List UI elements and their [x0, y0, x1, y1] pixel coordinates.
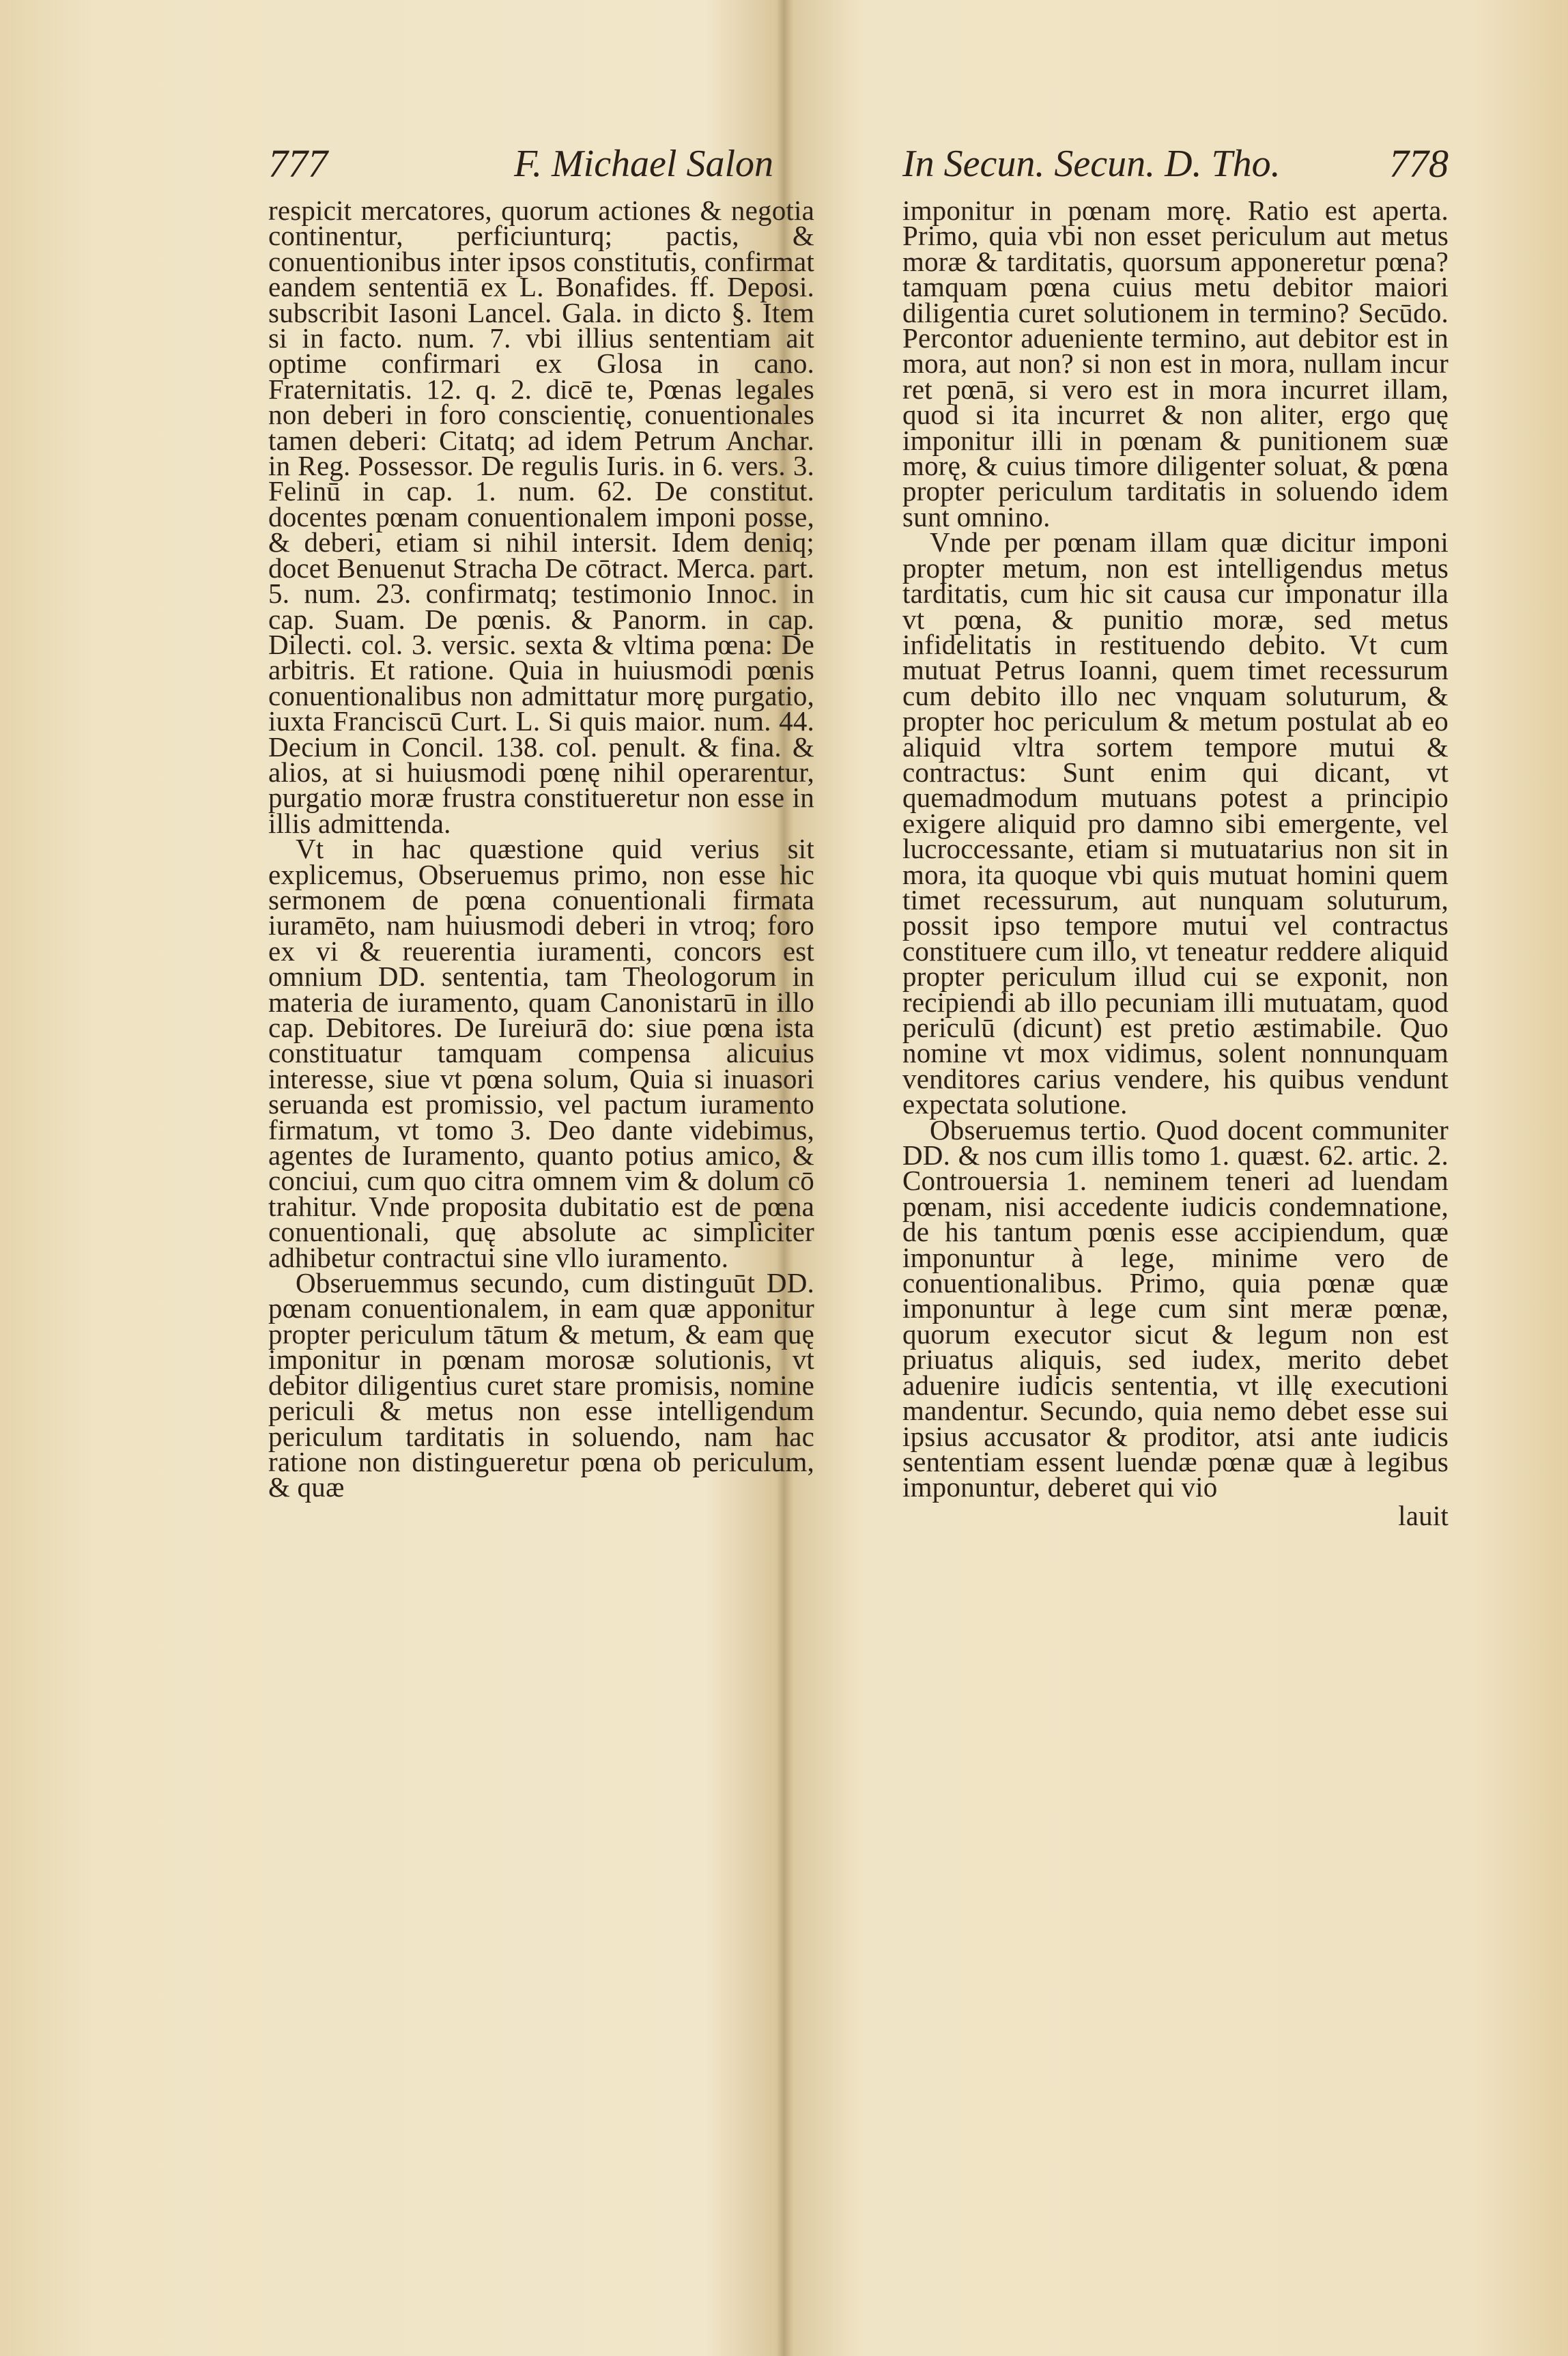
running-head-title: In Secun. Secun. D. Tho.	[902, 143, 1281, 185]
paragraph: Vnde per pœnam illam quæ dicitur imponi propter metum, non est intelligendus metus tarditatis, cum hic sit causa cur imponatur illa vt pœna, & punitio moræ, sed metus infidelitatis in restituendo debito. Vt cum mutuat Petrus Ioanni, quem timet recessurum cum debito illo nec vnquam soluturum, & propter hoc periculum & metum postulat ab eo aliquid vltra sortem tempore mutui & contractus: Sunt enim qui dicant, vt quemadmodum mutuans potest a principio exigere aliquid pro damno sibi emergente, vel lucroccessante, etiam si mutuatarius non sit in mora, ita quoque vbi quis mutuat homini quem timet recessurum, aut nunquam soluturum, possit ipso tempore mutui vel contractus constituere cum illo, vt teneatur reddere aliquid propter periculum illud cui se exponit, non recipiendi ab illo pecuniam illi mutuatam, quod periculū (dicunt) est pretio æstimabile. Quo nomine vt mox vidimus, solent nonnunquam venditores carius vendere, his quibus vendunt expectata solutione.	[902, 526, 1449, 1120]
right-running-head	[902, 133, 1449, 195]
right-text-column	[902, 195, 1449, 1531]
left-running-head	[268, 133, 814, 195]
paragraph: respicit mercatores, quorum actiones & negotia continentur, perficiunturq; pactis, & conuentionibus inter ipsos constitutis, confirmat eandem sententiā ex L. Bonafides. ff. Deposi. subscribit Iasoni Lancel. Gala. in dicto §. Item si in facto. num. 7. vbi illius sententiam ait optime confirmari ex Glosa in cano. Fraternitatis. 12. q. 2. dicē te, Pœnas legales non deberi in foro conscientię, conuentionales tamen deberi: Citatq; ad idem Petrum Anchar. in Reg. Possessor. De regulis Iuris. in 6. vers. 3. Felinū in cap. 1. num. 62. De constitut. docentes pœnam conuentionalem imponi posse, & deberi, etiam si nihil intersit. Idem deniq; docet Benuenut Stracha De cōtract. Merca. part. 5. num. 23. confirmatq; testimonio Innoc. in cap. Suam. De pœnis. & Panorm. in cap. Dilecti. col. 3. versic. sexta & vltima pœna: De arbitris. Et ratione. Quia in huiusmodi pœnis conuentionalibus non admittatur morę purgatio, iuxta Franciscū Curt. L. Si quis maior. num. 44. Decium in Concil. 138. col. penult. & fina. & alios, at si huiusmodi pœnę nihil operarentur, purgatio moræ frustra constitueretur non esse in illis admittenda.	[268, 195, 814, 839]
paragraph: Obseruemmus secundo, cum distinguūt DD. pœnam conuentionalem, in eam quæ apponitur propter periculum tātum & metum, & eam quę imponitur in pœnam morosæ solutionis, vt debitor diligentius curet stare promisis, nomine periculi & metus non esse intelligendum periculum tarditatis in soluendo, nam hac ratione non distingueretur pœna ob periculum, & quæ	[268, 1267, 814, 1503]
catchword: lauit	[1398, 1499, 1449, 1531]
paragraph: imponitur in pœnam morę. Ratio est aperta. Primo, quia vbi non esset periculum aut metus moræ & tarditatis, quorsum apponeretur pœna? tamquam pœna cuius metu debitor maiori diligentia curet solutionem in termino? Secūdo. Percontor adueniente termino, aut debitor est in mora, aut non? si non est in mora, nullam incur ret pœnā, si vero est in mora incurret illam, quod si ita incurret & non aliter, ergo quę imponitur illi in pœnam & punitionem suæ morę, & cuius timore diligenter soluat, & pœna propter periculum tarditatis in soluendo idem sunt omnino.	[902, 195, 1449, 533]
page-number: 778	[1389, 141, 1449, 186]
page-number: 777	[268, 141, 328, 186]
left-text-column	[268, 195, 814, 1503]
paragraph: Vt in hac quæstione quid verius sit explicemus, Obseruemus primo, non esse hic sermonem de pœna conuentionali firmata iuramēto, nam huiusmodi deberi in vtroq; foro ex vi & reuerentia iuramenti, concors est omnium DD. sententia, tam Theologorum in materia de iuramento, quam Canonistarū in illo cap. Debitores. De Iureiurā do: siue pœna ista constituatur tamquam compensa alicuius interesse, siue vt pœna solum, Quia si inuasori seruanda est promissio, vel pactum iuramento firmatum, vt tomo 3. Deo dante videbimus, agentes de Iuramento, quanto potius amico, & conciui, cum quo citra omnem vim & dolum cō trahitur. Vnde proposita dubitatio est de pœna conuentionali, quę absolute ac simpliciter adhibetur contractui sine vllo iuramento.	[268, 833, 814, 1273]
paragraph: Obseruemus tertio. Quod docent communiter DD. & nos cum illis tomo 1. quæst. 62. artic. 2. Controuersia 1. neminem teneri ad luendam pœnam, nisi accedente iudicis condemnatione, de his tantum pœnis esse accipiendum, quæ imponuntur à lege, minime vero de conuentionalibus. Primo, quia pœnæ quæ imponuntur à lege cum sint meræ pœnæ, quorum executor sicut & legum non est priuatus aliquis, sed iudex, merito debet aduenire iudicis sententia, vt illę executioni mandentur. Secundo, quia nemo debet esse sui ipsius accusator & proditor, atsi ante iudicis sententiam essent luendæ pœnæ quæ à legibus imponuntur, deberet qui vio	[902, 1113, 1449, 1503]
running-head-title: F. Michael Salon	[514, 143, 774, 185]
right-page	[785, 0, 1568, 2356]
